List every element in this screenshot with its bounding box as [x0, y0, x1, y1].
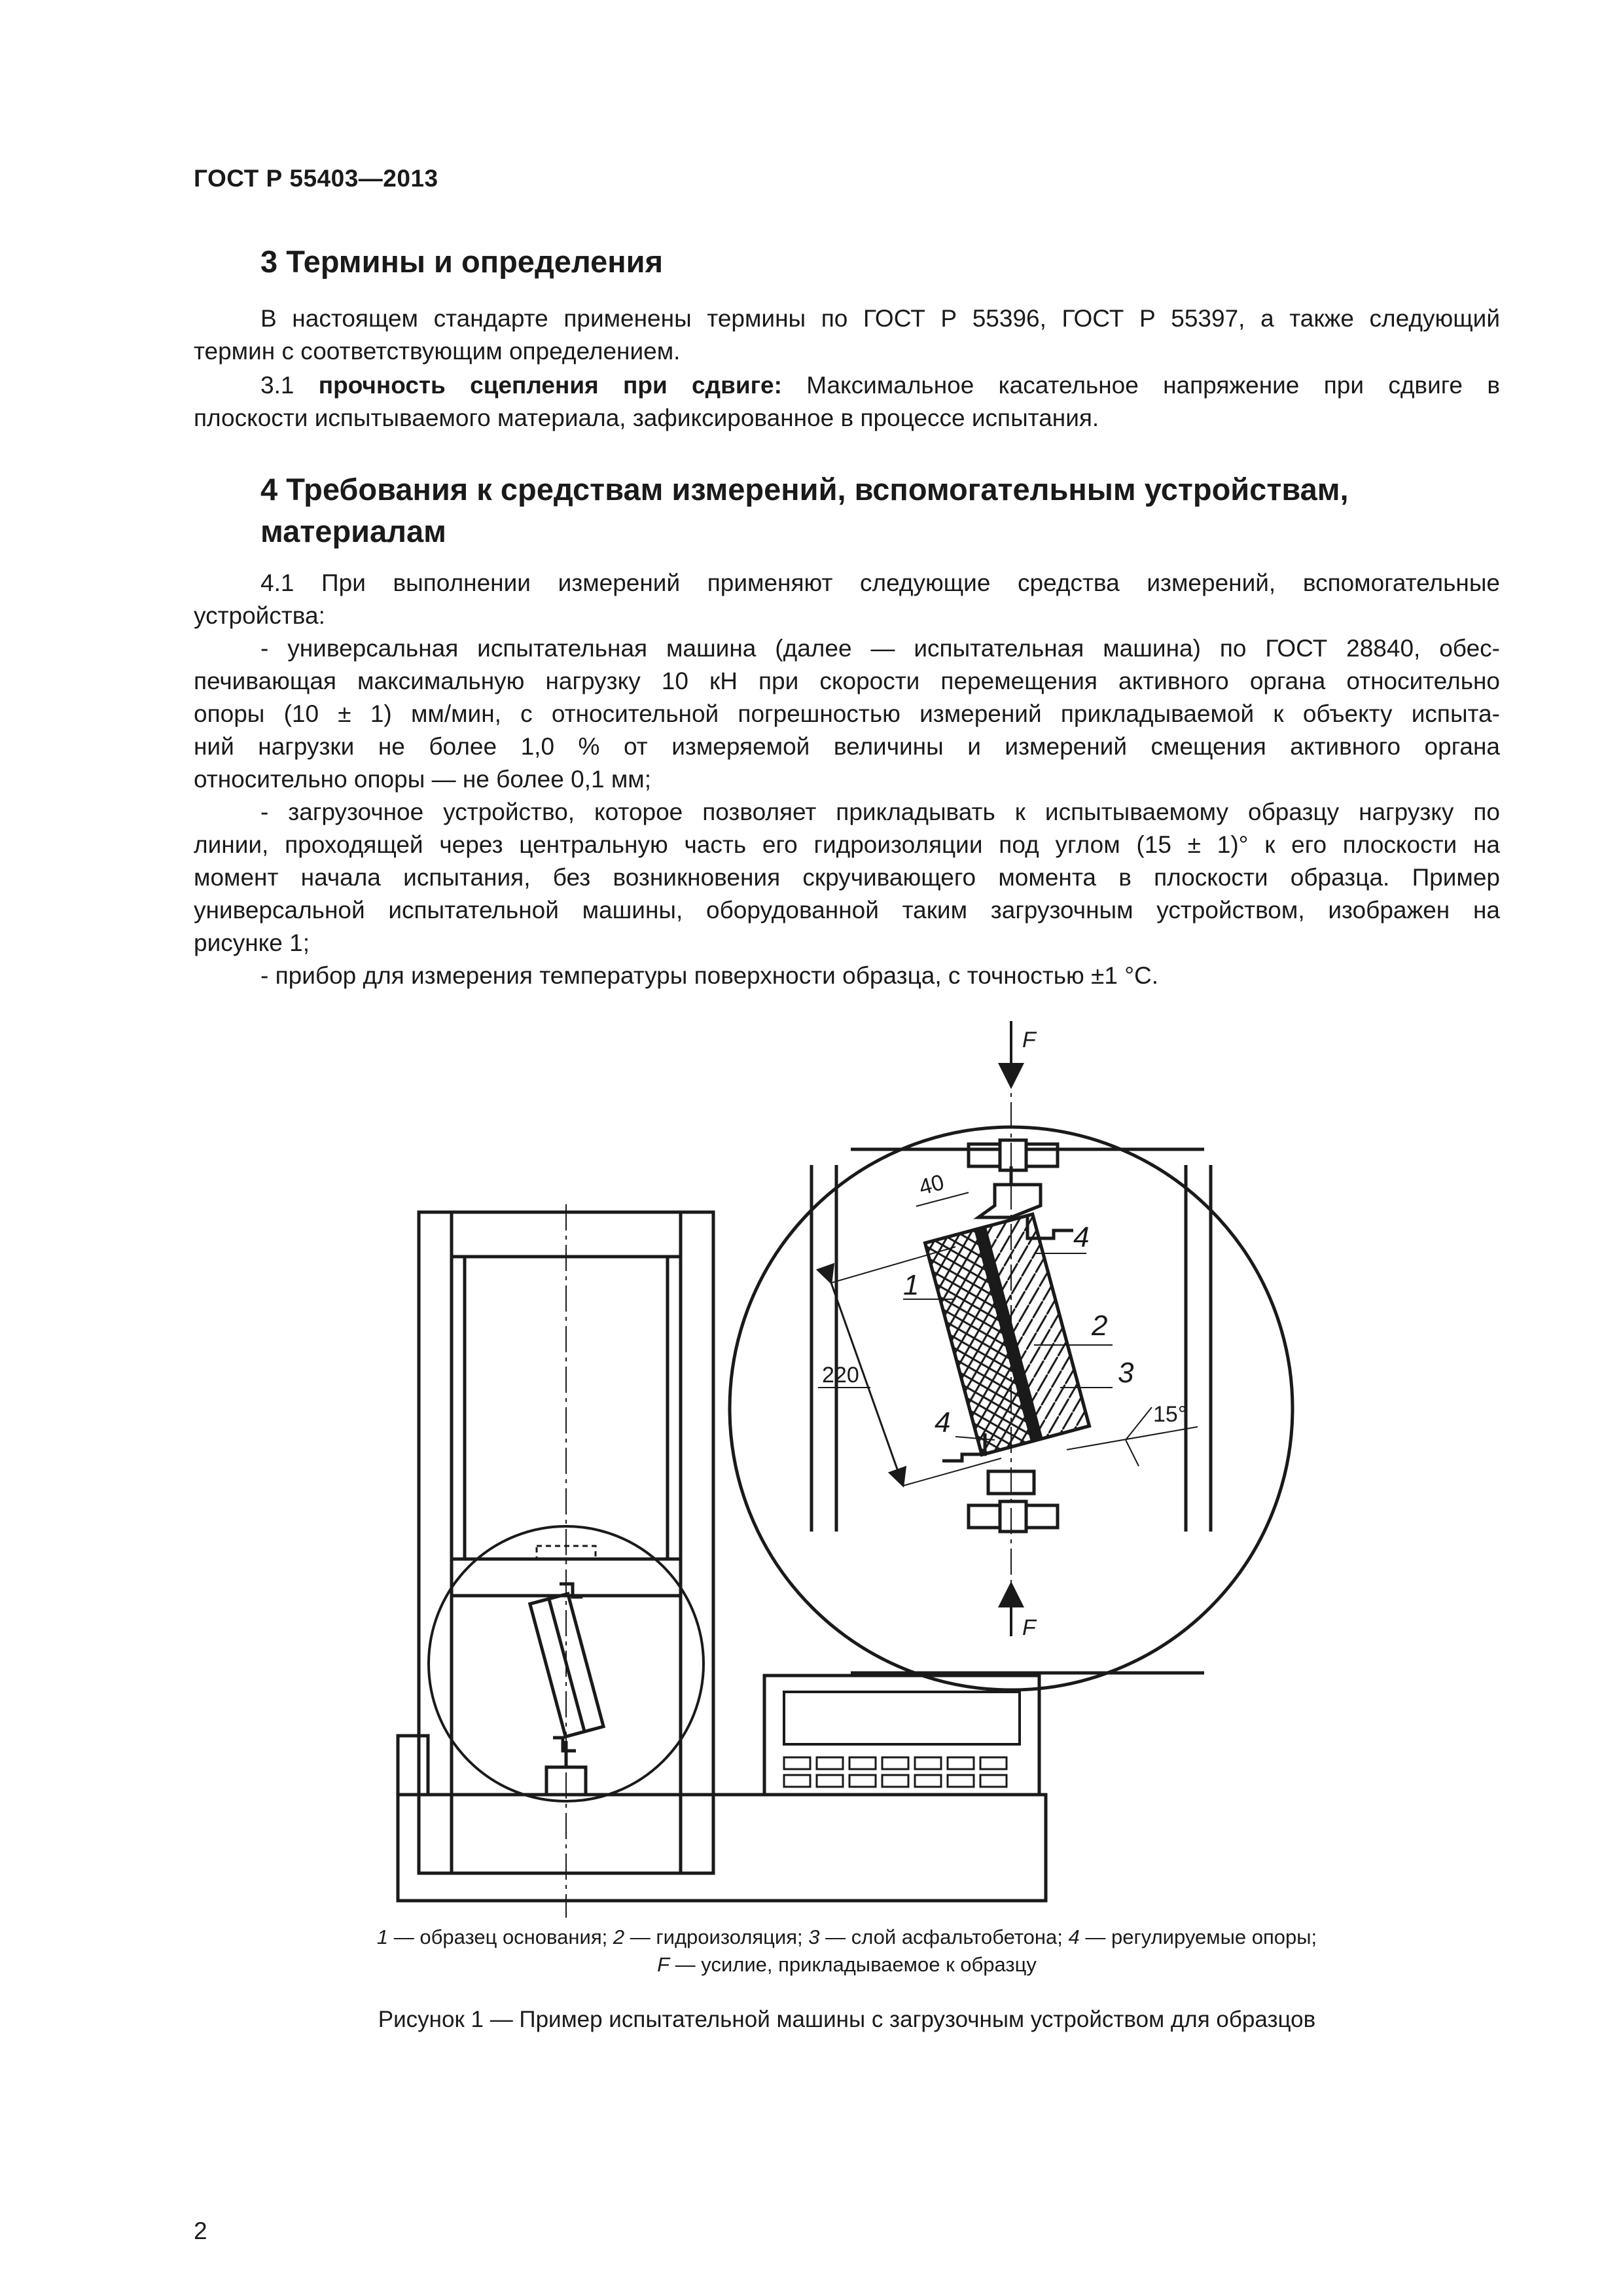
legend-key-F: F: [657, 1953, 670, 1976]
figure-legend-line1: [194, 1924, 1500, 1950]
dim-40-label: 40: [916, 1170, 947, 1200]
s4-b2-line5: рисунке 1;: [194, 929, 310, 956]
callout-4-bottom: 4: [935, 1407, 951, 1439]
s4-p1-line2: устройства:: [194, 602, 325, 629]
s4-b3-line1: - прибор для измерения температуры поверхности образца, с точностью ±1 °С.: [260, 962, 1158, 989]
s4-b1-line3: опоры (10 ± 1) мм/мин, с относительной погрешностью измерений прикладываемой к объекту испыта-: [194, 700, 1500, 727]
dim-220-label: 220: [822, 1363, 859, 1388]
s4-b2-line1: - загрузочное устройство, которое позволяет прикладывать к испытываемому образцу нагрузку по: [260, 798, 1500, 825]
page-number: 2: [194, 2217, 207, 2244]
document-id: ГОСТ Р 55403—2013: [194, 165, 438, 192]
legend-text-1: — образец основания;: [388, 1926, 613, 1948]
legend-key-3: 3: [808, 1926, 820, 1948]
s4-b2-line2: линии, проходящей через центральную часть его гидроизоляции под углом (15 ± 1)° к его плоскости на: [194, 831, 1500, 858]
section-4-title-line2: материалам: [260, 514, 446, 548]
term-name: прочность сцепления при сдвиге:: [318, 372, 782, 399]
s4-b1-line4: ний нагрузки не более 1,0 % от измеряемой величины и измерений смещения активного органа: [194, 733, 1500, 760]
term-number: 3.1: [260, 372, 319, 399]
legend-text-2: — гидроизоляция;: [624, 1926, 809, 1948]
s3-p2-line2: плоскости испытываемого материала, зафиксированное в процессе испытания.: [194, 404, 1099, 431]
figure-legend-line2: [194, 1952, 1500, 1978]
legend-key-2: 2: [613, 1926, 625, 1948]
callout-1: 1: [903, 1269, 919, 1301]
s4-b1-line1: - универсальная испытательная машина (далее — испытательная машина) по ГОСТ 28840, обес-: [260, 635, 1500, 662]
legend-key-4: 4: [1068, 1926, 1080, 1948]
callout-3: 3: [1118, 1357, 1134, 1389]
detail-view: [730, 1021, 1293, 1690]
angle-label: 15°: [1153, 1402, 1187, 1427]
legend-key-1: 1: [376, 1926, 389, 1948]
s3-p1-line1: В настоящем стандарте применены термины по ГОСТ Р 55396, ГОСТ Р 55397, а также следующий: [260, 305, 1500, 332]
callout-2: 2: [1092, 1310, 1108, 1342]
term-definition-start: Максимальное касательное напряжение при сдвиге в: [781, 372, 1500, 399]
section-4-title-line1: 4 Требования к средствам измерений, вспомогательным устройствам,: [260, 472, 1349, 507]
force-label-bottom: F: [1022, 1615, 1036, 1640]
legend-text-4: — регулируемые опоры;: [1079, 1926, 1317, 1948]
legend-text-3: — слой асфальтобетона;: [819, 1926, 1069, 1948]
figure-title: Рисунок 1 — Пример испытательной машины с загрузочным устройством для образцов: [378, 2007, 1316, 2032]
callout-4-top: 4: [1073, 1221, 1090, 1253]
s4-p1-line1: 4.1 При выполнении измерений применяют следующие средства измерений, вспомогательные: [260, 569, 1500, 596]
force-label-top: F: [1022, 1028, 1036, 1052]
legend-text-F: — усилие, прикладываемое к образцу: [669, 1953, 1037, 1976]
s4-b2-line3: момент начала испытания, без возникновения скручивающего момента в плоскости образца. Пример: [194, 864, 1500, 891]
s4-b1-line2: печивающая максимальную нагрузку 10 кН при скорости перемещения активного органа относительно: [194, 668, 1500, 694]
s3-p1-line2: термин с соответствующим определением.: [194, 338, 681, 365]
s4-b2-line4: универсальной испытательной машины, оборудованной таким загрузочным устройством, изображен на: [194, 897, 1500, 924]
section-3-title: 3 Термины и определения: [260, 244, 663, 279]
s4-b1-line5: относительно опоры — не более 0,1 мм;: [194, 766, 651, 793]
